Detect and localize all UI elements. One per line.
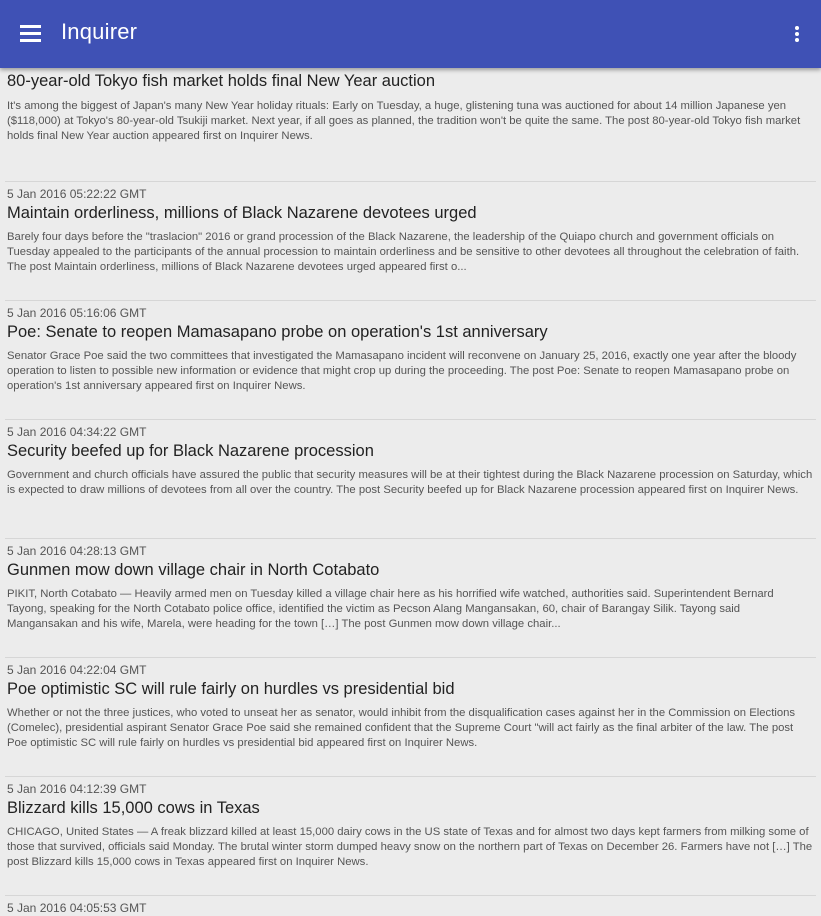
article-item[interactable]	[0, 301, 821, 420]
article-date: 5 Jan 2016 04:22:04 GMT	[7, 663, 147, 677]
app-bar	[0, 0, 821, 68]
app-title: Inquirer	[61, 19, 138, 44]
article-description: Whether or not the three justices, who voted to unseat her as senator, would inhibit from the disqualification cases against her in the Commission on Elections (Comelec), presidential aspirant Senator Grace Poe said she remained confident that the Supreme Court "will act fairly as the final arbiter of the law. The post Poe optimistic SC will rule fairly on hurdles vs presidential bid appeared first on Inquirer News.	[7, 707, 796, 749]
article-description: PIKIT, North Cotabato — Heavily armed men on Tuesday killed a village chair here as his horrified wife watched, authorities said. Superintendent Bernard Tayong, speaking for the North Cotabato police office, identified the victim as Pecson Alang Mangansakan, 60, chair of Barangay Silik. Tayong said Mangansakan and his wife, Marela, were heading for the town […] The post Gunmen mow down village chair...	[7, 588, 774, 630]
more-vert-icon[interactable]	[785, 20, 809, 48]
article-description: Government and church officials have assured the public that security measures will be at their tightest during the Black Nazarene procession on Saturday, which is expected to draw millions of devotees from all over the country. The post Security beefed up for Black Nazarene procession appeared first on Inquirer News.	[7, 469, 813, 496]
article-title: 80-year-old Tokyo fish market holds final New Year auction	[7, 72, 436, 90]
article-title: Blizzard kills 15,000 cows in Texas	[7, 799, 260, 817]
article-item[interactable]	[0, 420, 821, 539]
article-item[interactable]	[0, 658, 821, 777]
article-description: Barely four days before the "traslacion" 2016 or grand procession of the Black Nazarene, the leadership of the Quiapo church and government officials on Tuesday appealed to the participants of the annual procession to maintain orderliness and be sensitive to other devotees all throughout the celebration of faith. The post Maintain orderliness, millions of Black Nazarene devotees urged appeared first o...	[7, 231, 800, 273]
article-title: Security beefed up for Black Nazarene procession	[7, 442, 374, 460]
article-item[interactable]	[0, 182, 821, 301]
article-item-partial[interactable]	[0, 896, 821, 916]
article-date: 5 Jan 2016 05:16:06 GMT	[7, 306, 147, 320]
article-item[interactable]	[0, 68, 821, 182]
article-date: 5 Jan 2016 04:28:13 GMT	[7, 544, 147, 558]
article-title: Poe: Senate to reopen Mamasapano probe on operation's 1st anniversary	[7, 323, 548, 341]
article-title: Poe optimistic SC will rule fairly on hurdles vs presidential bid	[7, 680, 455, 698]
article-date: 5 Jan 2016 05:22:22 GMT	[7, 187, 147, 201]
article-description: It's among the biggest of Japan's many New Year holiday rituals: Early on Tuesday, a huge, glistening tuna was auctioned for about 14 million Japanese yen ($118,000) at Tokyo's 80-year-old Tsukiji market. Next year, if all goes as planned, the tradition won't be quite the same. The post 80-year-old Tokyo fish market holds final New Year auction appeared first on Inquirer News.	[7, 100, 801, 142]
article-date: 5 Jan 2016 04:12:39 GMT	[7, 782, 147, 796]
article-description: Senator Grace Poe said the two committees that investigated the Mamasapano incident will reconvene on January 25, 2016, exactly one year after the bloody operation to listen to possible new information or evidence that might crop up during the proceeding. The post Poe: Senate to reopen Mamasapano probe on operation's 1st anniversary appeared first on Inquirer News.	[7, 350, 797, 392]
article-list[interactable]	[0, 68, 821, 915]
article-date: 5 Jan 2016 04:34:22 GMT	[7, 425, 147, 439]
article-title: Maintain orderliness, millions of Black Nazarene devotees urged	[7, 204, 477, 222]
article-item[interactable]	[0, 539, 821, 658]
article-date: 5 Jan 2016 04:05:53 GMT	[7, 901, 147, 915]
article-title: Gunmen mow down village chair in North Cotabato	[7, 561, 380, 579]
hamburger-menu-icon[interactable]	[14, 18, 48, 50]
article-item[interactable]	[0, 777, 821, 896]
article-description: CHICAGO, United States — A freak blizzard killed at least 15,000 dairy cows in the US state of Texas and for almost two days kept farmers from milking some of those that survived, officials said Monday. The brutal winter storm dumped heavy snow on the northern part of Texas on December 26. Farmers have not […] The post Blizzard kills 15,000 cows in Texas appeared first on Inquirer News.	[7, 826, 813, 868]
